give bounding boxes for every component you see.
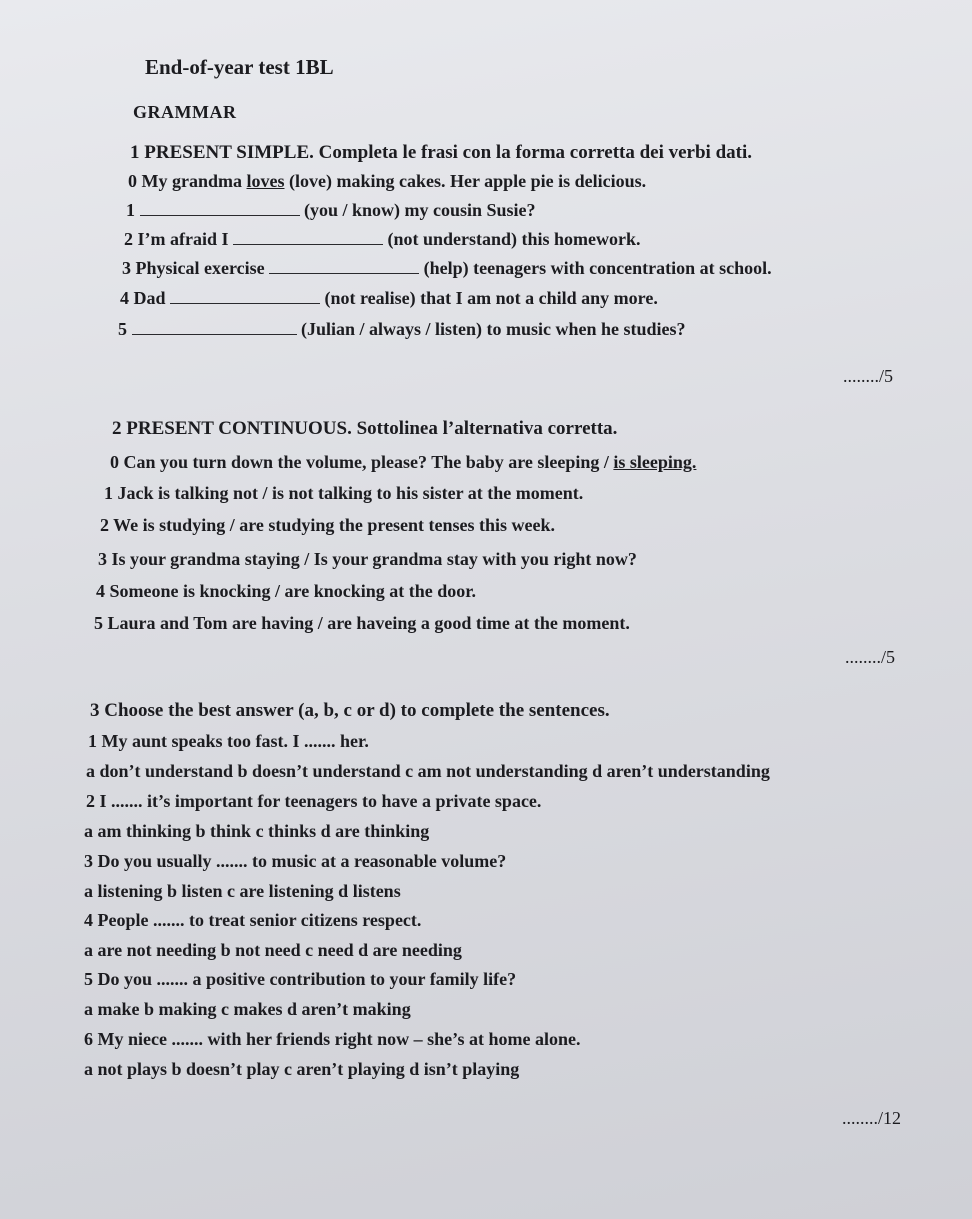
section-title: GRAMMAR [133,102,237,122]
ex3-q6: 6 My niece ....... with her friends right now – she’s at home alone. [84,1029,581,1049]
ex3-q2-options[interactable]: a am thinking b think c thinks d are thinking [84,821,430,841]
ex3-q5-options[interactable]: a make b making c makes d aren’t making [84,999,411,1019]
ex3-q1: 1 My aunt speaks too fast. I ....... her. [88,731,369,751]
ex1-item-3-text: (help) teenagers with concentration at school. [423,258,772,278]
ex2-example [110,451,696,473]
ex1-item-1-text: (you / know) my cousin Susie? [304,200,536,220]
ex2-heading: 2 PRESENT CONTINUOUS. Sottolinea l’alternativa corretta. [112,418,618,439]
ex3-q4-options[interactable]: a are not needing b not need c need d are needing [84,940,462,960]
ex1-item-3-num: 3 Physical exercise [122,258,265,278]
ex1-item-1 [126,199,536,221]
ex2-item-3[interactable]: 3 Is your grandma staying / Is your grandma stay with you right now? [98,549,637,569]
ex1-item-1-num: 1 [126,200,135,220]
ex3-q6-options[interactable]: a not plays b doesn’t play c aren’t playing d isn’t playing [84,1059,520,1079]
ex1-item-2 [124,228,641,250]
ex3-q2: 2 I ....... it’s important for teenagers to have a private space. [86,791,542,811]
ex2-example-answer: is sleeping. [613,452,697,472]
ex1-example-answer: loves [246,171,285,191]
ex3-score: ......../12 [842,1108,902,1128]
ex1-item-2-num: 2 I’m afraid I [124,229,229,249]
ex2-item-4[interactable]: 4 Someone is knocking / are knocking at the door. [96,581,477,601]
ex2-item-1[interactable]: 1 Jack is talking not / is not talking to his sister at the moment. [104,483,584,503]
ex1-item-5-blank[interactable] [132,318,297,335]
ex2-item-2[interactable]: 2 We is studying / are studying the present tenses this week. [100,515,556,535]
ex1-example-pre: 0 My grandma [128,171,247,191]
ex1-item-4-blank[interactable] [170,287,320,304]
ex3-q4: 4 People ....... to treat senior citizens respect. [84,910,422,930]
test-title: End-of-year test 1BL [145,55,334,79]
ex3-q5: 5 Do you ....... a positive contribution to your family life? [84,969,517,989]
ex2-example-pre: 0 Can you turn down the volume, please? The baby are sleeping / [110,452,614,472]
ex2-item-5[interactable]: 5 Laura and Tom are having / are haveing a good time at the moment. [94,613,630,633]
ex1-item-5-num: 5 [118,319,127,339]
ex1-item-5 [118,318,686,340]
ex3-q3: 3 Do you usually ....... to music at a reasonable volume? [84,851,507,871]
ex1-item-4-text: (not realise) that I am not a child any more. [324,288,658,308]
ex3-q3-options[interactable]: a listening b listen c are listening d listens [84,881,401,901]
ex1-heading: 1 PRESENT SIMPLE. Completa le frasi con la forma corretta dei verbi dati. [130,142,753,163]
ex1-item-2-blank[interactable] [233,228,383,245]
ex2-score: ......../5 [845,647,896,667]
ex1-item-2-text: (not understand) this homework. [387,229,641,249]
ex1-item-3 [122,257,772,279]
ex1-item-5-text: (Julian / always / listen) to music when he studies? [301,319,686,339]
ex1-item-4 [120,287,658,309]
ex1-example-post: (love) making cakes. Her apple pie is delicious. [284,171,647,191]
ex1-item-3-blank[interactable] [269,257,419,274]
ex3-q1-options[interactable]: a don’t understand b doesn’t understand c am not understanding d aren’t understanding [86,761,770,781]
ex1-item-1-blank[interactable] [140,199,300,216]
ex3-heading: 3 Choose the best answer (a, b, c or d) to complete the sentences. [90,700,610,721]
ex1-score: ......../5 [843,366,894,386]
ex1-example [128,170,646,192]
ex1-item-4-num: 4 Dad [120,288,166,308]
